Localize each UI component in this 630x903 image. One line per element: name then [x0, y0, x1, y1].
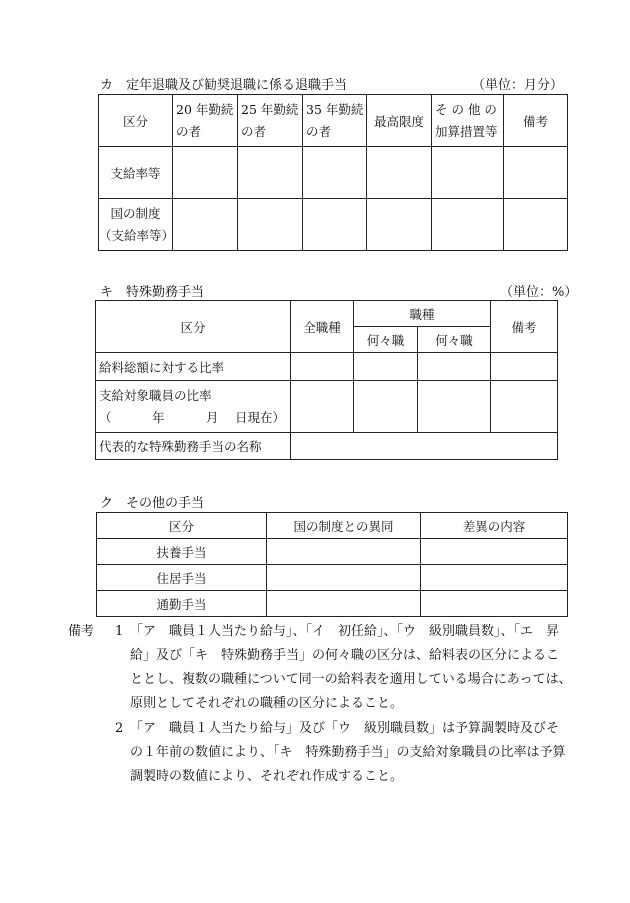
- table-cell: [418, 353, 491, 381]
- table-cell: [354, 353, 418, 381]
- section-ki-unit: （単位：%）: [500, 285, 578, 300]
- note-2-line: の１年前の数値により、「キ 特殊勤務手当」の支給対象職員の比率は予算: [130, 745, 566, 760]
- header-20-years: 20 年勤続 の者: [173, 95, 238, 147]
- header-25-years: 25 年勤続 の者: [238, 95, 303, 147]
- row-label-salary-ratio: 給料総額に対する比率: [96, 353, 291, 381]
- table-cell: [421, 565, 568, 591]
- table-cell: [491, 381, 558, 433]
- section-ka-title: カ 定年退職及び勧奨退職に係る退職手当: [100, 78, 348, 93]
- note-2-line: 調製時の数値により、それぞれ作成すること。: [130, 769, 404, 784]
- retirement-allowance-table: [98, 94, 568, 251]
- table-cell: [354, 381, 418, 433]
- section-ku-title: ク その他の手当: [100, 496, 205, 511]
- header-diff-national: 国の制度との異同: [267, 513, 421, 539]
- table-cell: [367, 199, 432, 251]
- row-label-housing: 住居手当: [97, 565, 267, 591]
- row-label-dependent: 扶養手当: [97, 539, 267, 565]
- note-1-text: 「ア 職員１人当たり給与」、「イ 初任給」、「ウ 級別職員数」、「エ 昇: [130, 624, 560, 639]
- table-cell: [238, 199, 303, 251]
- table-cell: [367, 147, 432, 199]
- header-diff-content: 差異の内容: [421, 513, 568, 539]
- header-other-additions: そ の 他 の 加算措置等: [432, 95, 504, 147]
- section-ki-title: キ 特殊勤務手当: [100, 285, 205, 300]
- table-cell: [291, 381, 354, 433]
- table-cell: [303, 147, 367, 199]
- table-cell: [291, 353, 354, 381]
- table-cell: [173, 199, 238, 251]
- note-2-number: 2: [115, 721, 124, 736]
- table-cell: [504, 147, 568, 199]
- row-label-national-system: 国の制度 （支給率等）: [99, 199, 173, 251]
- special-duty-allowance-table: [95, 300, 558, 460]
- header-max-limit: 最高限度: [367, 95, 432, 147]
- note-1-line: 給」及び「キ 特殊勤務手当」の何々職の区分は、給料表の区分によるこ: [130, 648, 560, 663]
- header-kubun: 区分: [96, 301, 291, 353]
- table-cell: [421, 539, 568, 565]
- notes-label: 備考: [68, 624, 95, 639]
- row-label-eligible-ratio: 支給対象職員の比率 （ 年 月 日現在）: [96, 381, 291, 433]
- header-job-type: 職種: [354, 301, 491, 327]
- section-ka-unit: （単位：月分）: [472, 78, 564, 93]
- table-cell: [432, 199, 504, 251]
- table-cell: [504, 199, 568, 251]
- table-cell: [267, 565, 421, 591]
- table-cell: [421, 591, 568, 617]
- table-cell: [418, 381, 491, 433]
- header-biko: 備考: [504, 95, 568, 147]
- note-2-text: 「ア 職員１人当たり給与」及び「ウ 級別職員数」は予算調製時及びそ: [130, 721, 560, 736]
- row-label-shikyuritsu: 支給率等: [99, 147, 173, 199]
- header-kubun: 区分: [99, 95, 173, 147]
- table-cell: [173, 147, 238, 199]
- table-cell: [291, 433, 558, 460]
- header-job-sub-2: 何々職: [418, 327, 491, 353]
- table-cell: [303, 199, 367, 251]
- header-biko: 備考: [491, 301, 558, 353]
- row-label-representative-name: 代表的な特殊勤務手当の名称: [96, 433, 291, 460]
- table-cell: [267, 539, 421, 565]
- other-allowances-table: [96, 512, 568, 617]
- table-cell: [267, 591, 421, 617]
- table-cell: [238, 147, 303, 199]
- header-job-sub-1: 何々職: [354, 327, 418, 353]
- note-1-line: 原則としてそれぞれの職種の区分によること。: [130, 696, 404, 711]
- table-cell: [432, 147, 504, 199]
- row-label-commuting: 通勤手当: [97, 591, 267, 617]
- header-all-jobs: 全職種: [291, 301, 354, 353]
- table-cell: [491, 353, 558, 381]
- header-kubun: 区分: [97, 513, 267, 539]
- note-1-line: ととし、複数の職種について同一の給料表を適用している場合にあっては、: [130, 672, 572, 687]
- header-35-years: 35 年勤続 の者: [303, 95, 367, 147]
- note-1-number: 1: [115, 624, 124, 639]
